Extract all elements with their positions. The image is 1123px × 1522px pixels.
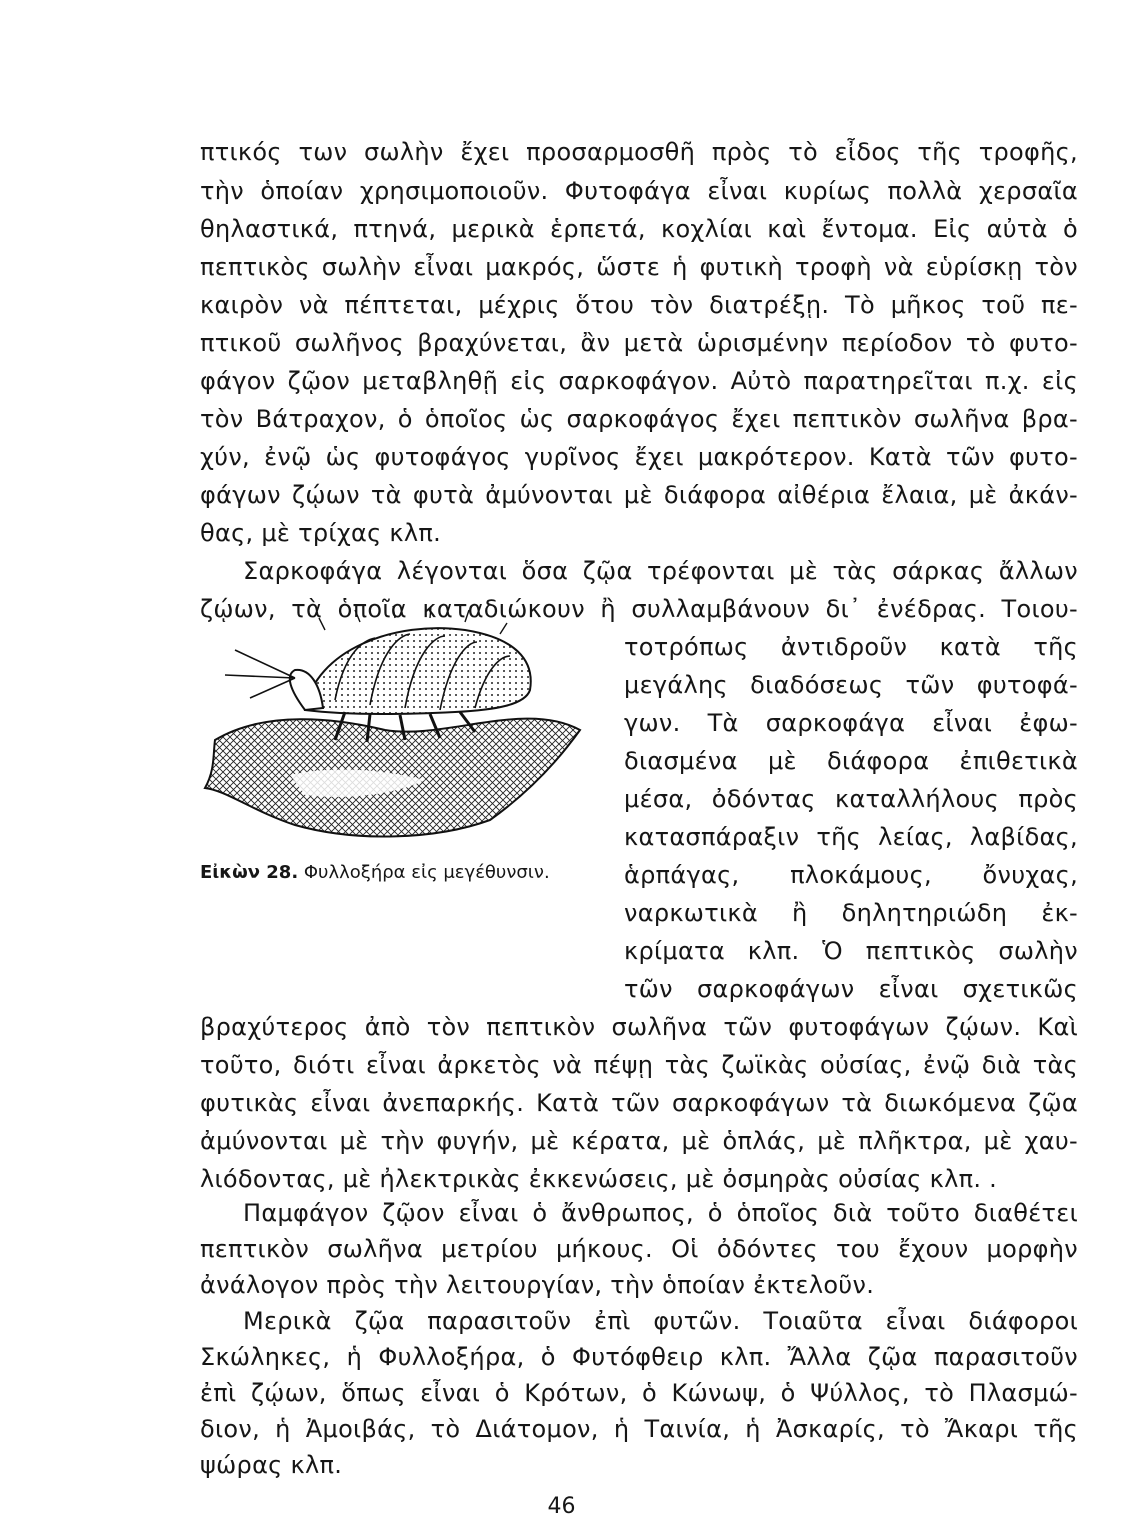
text-line: ψώρας κλπ. — [200, 1451, 343, 1479]
text-line: διον, ἡ Ἀμοιβάς, τὸ Διάτομον, ἡ Ταινία, ἡ Ἀσκαρίς, τὸ Ἄκαρι τῆς — [200, 1415, 1078, 1443]
text-line: φάγον ζῷον μεταβληθῇ εἰς σαρκοφάγον. Αὐτὸ παρατηρεῖται π.χ. εἰς — [200, 367, 1078, 395]
text-line: Παμφάγον ζῷον εἶναι ὁ ἄνθρωπος, ὁ ὁποῖος διὰ τοῦτο διαθέτει — [243, 1199, 1078, 1227]
text-line: κρίματα κλπ. Ὁ πεπτικὸς σωλὴν — [624, 937, 1078, 965]
text-line: τῶν σαρκοφάγων εἶναι σχετικῶς — [624, 975, 1078, 1003]
figure-caption — [200, 860, 550, 886]
text-line: τοῦτο, διότι εἶναι ἀρκετὸς νὰ πέψῃ τὰς ζωϊκὰς οὐσίας, ἐνῷ διὰ τὰς — [200, 1051, 1078, 1079]
text-line: μέσα, ὀδόντας καταλλήλους πρὸς — [624, 785, 1078, 813]
text-line: λιόδοντας, μὲ ἠλεκτρικὰς ἐκκενώσεις, μὲ ὀσμηρὰς οὐσίας κλπ. . — [200, 1165, 998, 1193]
text-line: ζῴων, τὰ ὁποῖα καταδιώκουν ἢ συλλαμβάνουν δι᾽ ἐνέδρας. Τοιου- — [200, 595, 1078, 623]
text-line: κατασπάραξιν τῆς λείας, λαβίδας, — [624, 823, 1078, 851]
text-line: διασμένα μὲ διάφορα ἐπιθετικὰ — [624, 747, 1078, 775]
text-line: ἀμύνονται μὲ τὴν φυγήν, μὲ κέρατα, μὲ ὁπλάς, μὲ πλῆκτρα, μὲ χαυ- — [200, 1127, 1078, 1155]
text-line: βραχύτερος ἀπὸ τὸν πεπτικὸν σωλῆνα τῶν φυτοφάγων ζῴων. Καὶ — [200, 1013, 1078, 1041]
text-line: θας, μὲ τρίχας κλπ. — [200, 519, 442, 547]
text-line: ναρκωτικὰ ἢ δηλητηριώδη ἐκ- — [624, 899, 1078, 927]
figure-label: Εἰκὼν 28. — [200, 862, 299, 883]
phylloxera-illustration — [195, 590, 605, 850]
text-line: φυτικὰς εἶναι ἀνεπαρκής. Κατὰ τῶν σαρκοφάγων τὰ διωκόμενα ζῷα — [200, 1089, 1078, 1117]
text-line: θηλαστικά, πτηνά, μερικὰ ἑρπετά, κοχλίαι καὶ ἔντομα. Εἰς αὐτὰ ὁ — [200, 215, 1078, 243]
text-line: ἀνάλογον πρὸς τὴν λειτουργίαν, τὴν ὁποίαν ἐκτελοῦν. — [200, 1271, 875, 1299]
text-line: χύν, ἐνῷ ὡς φυτοφάγος γυρῖνος ἔχει μακρότερον. Κατὰ τῶν φυτο- — [200, 443, 1078, 471]
text-line: γων. Τὰ σαρκοφάγα εἶναι ἐφω- — [624, 709, 1078, 737]
page-number: 46 — [547, 1494, 576, 1519]
text-line: πεπτικὸς σωλὴν εἶναι μακρός, ὥστε ἡ φυτικὴ τροφὴ νὰ εὑρίσκῃ τὸν — [200, 253, 1078, 281]
text-line: φάγων ζῴων τὰ φυτὰ ἀμύνονται μὲ διάφορα αἰθέρια ἔλαια, μὲ ἀκάν- — [200, 481, 1078, 509]
text-line: μεγάλης διαδόσεως τῶν φυτοφά- — [624, 671, 1078, 699]
text-line: τοτρόπως ἀντιδροῦν κατὰ τῆς — [624, 633, 1078, 661]
text-line: ἐπὶ ζῴων, ὅπως εἶναι ὁ Κρότων, ὁ Κώνωψ, ὁ Ψύλλος, τὸ Πλασμώ- — [200, 1379, 1078, 1407]
text-line: τὸν Βάτραχον, ὁ ὁποῖος ὡς σαρκοφάγος ἔχει πεπτικὸν σωλῆνα βρα- — [200, 405, 1078, 433]
text-line: Σκώληκες, ἡ Φυλλοξήρα, ὁ Φυτόφθειρ κλπ. Ἄλλα ζῷα παρασιτοῦν — [200, 1343, 1078, 1371]
text-line: καιρὸν νὰ πέπτεται, μέχρις ὅτου τὸν διατρέξῃ. Τὸ μῆκος τοῦ πε- — [200, 291, 1078, 319]
text-line: Σαρκοφάγα λέγονται ὅσα ζῷα τρέφονται μὲ τὰς σάρκας ἄλλων — [243, 557, 1078, 585]
text-line: Μερικὰ ζῷα παρασιτοῦν ἐπὶ φυτῶν. Τοιαῦτα εἶναι διάφοροι — [243, 1307, 1078, 1335]
figure-caption-text: Φυλλοξήρα εἰς μεγέθυνσιν. — [303, 862, 550, 883]
text-line: πτικοῦ σωλῆνος βραχύνεται, ἂν μετὰ ὡρισμένην περίοδον τὸ φυτο- — [200, 329, 1078, 357]
text-line: ἁρπάγας, πλοκάμους, ὄνυχας, — [624, 861, 1078, 889]
text-line: τὴν ὁποίαν χρησιμοποιοῦν. Φυτοφάγα εἶναι κυρίως πολλὰ χερσαῖα — [200, 177, 1078, 205]
phylloxera-drawing — [195, 590, 605, 850]
text-line: πεπτικὸν σωλῆνα μετρίου μήκους. Οἱ ὀδόντες του ἔχουν μορφὴν — [200, 1235, 1078, 1263]
text-line: πτικός των σωλὴν ἔχει προσαρμοσθῆ πρὸς τὸ εἶδος τῆς τροφῆς, — [200, 138, 1078, 166]
